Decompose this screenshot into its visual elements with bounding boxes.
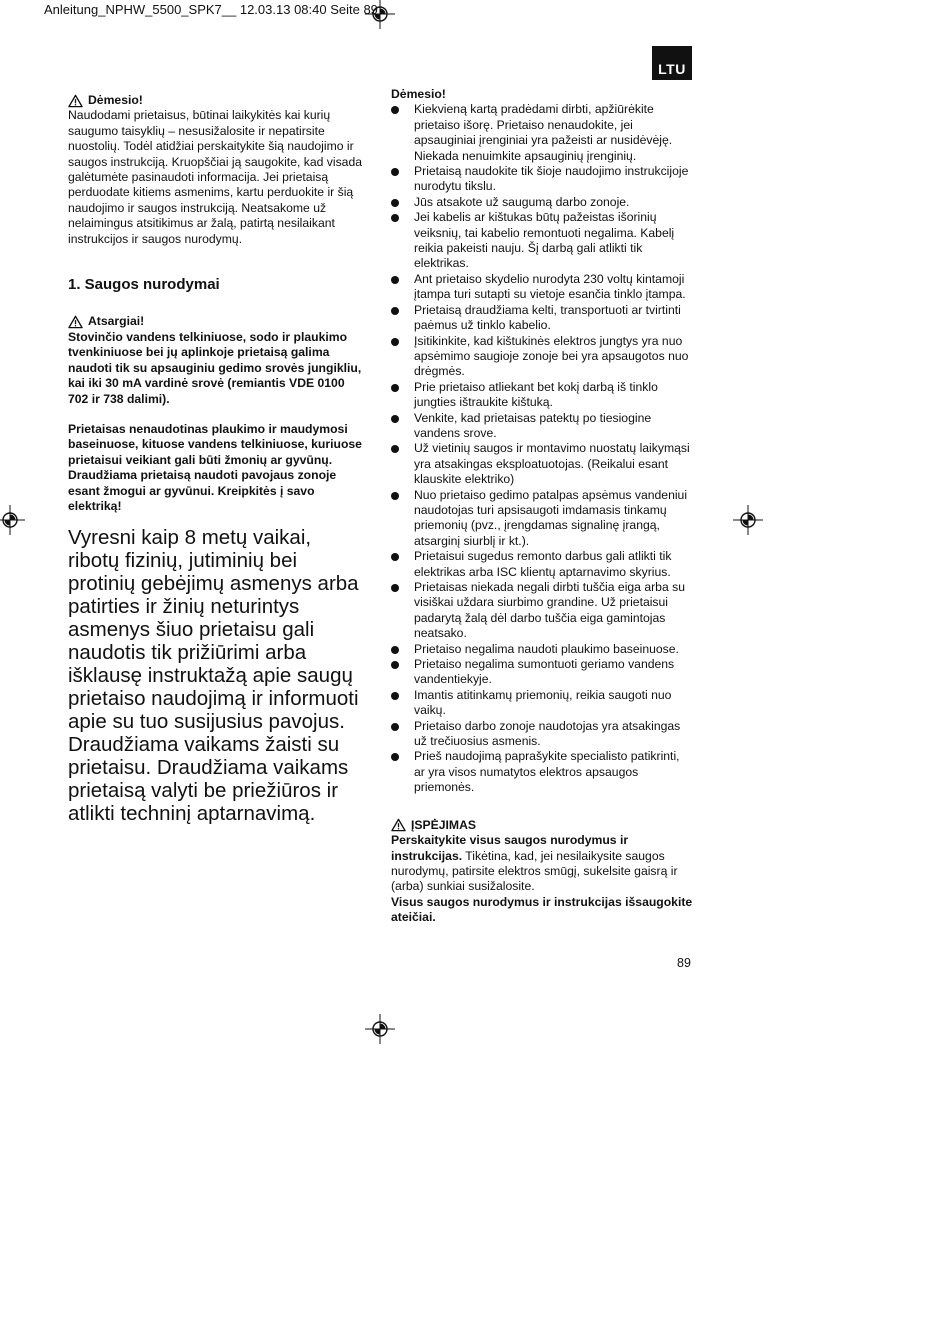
list-item: Prietaisą naudokite tik šioje naudojimo instrukcijoje nurodytu tikslu. — [391, 164, 693, 195]
print-header: Anleitung_NPHW_5500_SPK7__ 12.03.13 08:40 Seite 89 — [44, 2, 378, 17]
list-item: Prie prietaiso atliekant bet kokį darbą iš tinklo jungties ištraukite kištuką. — [391, 380, 693, 411]
warning-keep-instructions: Visus saugos nurodymus ir instrukcijas išsaugokite ateičiai. — [391, 894, 693, 925]
warning-triangle-icon — [68, 315, 83, 329]
section-heading: 1. Saugos nurodymai — [68, 276, 220, 294]
registration-mark-icon — [365, 0, 395, 29]
attention-text: Naudodami prietaisus, būtinai laikykitės kai kurių saugumo taisyklių – nesusižalosite ir nepatirsite nuostolių. Todėl atidžiai perskaitykite šią naudojimo ir saugos instrukciją. Kruopščiai ją saugokite, kad visada galėtumėte pasinaudoti informacija. Jei prietaisą perduodate kitiems asmenims, kartu perduokite ir šią naudojimo ir saugos instrukciją. Neatsakome už nelaimingus atsitikimus ar žalą, patirtą nesilaikant instrukcijos ir saugos nurodymų. — [68, 108, 363, 246]
caution-paragraph-1: Stovinčio vandens telkiniuose, sodo ir plaukimo tvenkiniuose bei jų aplinkoje prietaisą galima naudoti tik su apsauginiu gedimo srovės jungikliu, kai iki 30 mA vardinė srovė (remiantis VDE 0100 702 ir 738 dalimi). — [68, 329, 362, 406]
list-item: Prietaisui sugedus remonto darbus gali atlikti tik elektrikas arba ISC klientų aptarnavimo skyrius. — [391, 549, 693, 580]
list-item: Prietaisą draudžiama kelti, transportuoti ar tvirtinti paėmus už tinklo kabelio. — [391, 303, 693, 334]
warning-triangle-icon — [391, 818, 406, 832]
list-item: Venkite, kad prietaisas patektų po tiesiogine vandens srove. — [391, 411, 693, 442]
list-item: Kiekvieną kartą pradėdami dirbti, apžiūrėkite prietaiso išorę. Prietaiso nenaudokite, jei apsauginiai įrenginiai yra pažeisti ar nusidėvėję. Niekada nenuimkite apsauginių įrenginių. — [391, 102, 693, 164]
list-item: Prieš naudojimą paprašykite specialisto patikrinti, ar yra visos numatytos elektros apsaugos priemonės. — [391, 749, 693, 795]
attention-title: Dėmesio! — [88, 93, 143, 107]
warning-title: ĮSPĖJIMAS — [411, 817, 477, 832]
page-number: 89 — [677, 956, 691, 970]
children-notice: Vyresni kaip 8 metų vaikai, ribotų fizinių, jutiminių bei protinių gebėjimų asmenys arba patirties ir žinių neturintys asmenys šiuo prietaisu gali naudotis tik prižiūrimi arba išklausę instruktažą apie saugų prietaiso naudojimą ir informuoti apie su tuo susijusius pavojus. Draudžiama vaikams žaisti su prietaisu. Draudžiama vaikams prietaisą valyti be priežiūros ir atlikti techninį aptarnavimą. — [68, 526, 359, 826]
warning-paragraph — [391, 833, 693, 895]
list-item: Prietaiso darbo zonoje naudotojas yra atsakingas už trečiuosius asmenis. — [391, 719, 693, 750]
list-item: Prietaiso negalima naudoti plaukimo baseinuose. — [391, 642, 693, 657]
list-item: Jei kabelis ar kištukas būtų pažeistas išorinių veiksnių, tai kabelio remontuoti negalima. Kabelį reikia pakeisti nauju. Šį darbą gali atlikti tik elektrikas. — [391, 210, 693, 272]
registration-mark-icon — [733, 505, 763, 535]
list-item: Prietaisas niekada negali dirbti tuščia eiga arba su visiškai uždara siurbimo grandine. Už prietaisui padarytą žalą dėl darbo tuščia eiga gamintojas neatsako. — [391, 580, 693, 642]
list-item: Įsitikinkite, kad kištukinės elektros jungtys yra nuo apsėmimo saugioje zonoje bei yra apsaugotos nuo drėgmės. — [391, 334, 693, 380]
list-item: Imantis atitinkamų priemonių, reikia saugoti nuo vaikų. — [391, 688, 693, 719]
list-item: Jūs atsakote už saugumą darbo zonoje. — [391, 195, 693, 210]
caution-heading — [68, 314, 368, 329]
warning-body: Tikėtina, kad, jei nesilaikysite saugos nurodymų, patirsite elektros smūgį, sukelsite gaisrą ir (arba) sunkiai susižalosite. — [391, 848, 678, 894]
safety-bullet-list — [391, 102, 693, 795]
registration-mark-icon — [365, 1014, 395, 1044]
list-item: Nuo prietaiso gedimo patalpas apsėmus vandeniui naudotojas turi apsisaugoti imdamasis tinkamų priemonių (pvz., įrengdamas signalinę įrangą, atsarginį siurblį ir kt.). — [391, 488, 693, 550]
list-item: Ant prietaiso skydelio nurodyta 230 voltų kintamoji įtampa turi sutapti su vietoje esančia tinklo įtampa. — [391, 272, 693, 303]
list-item: Prietaiso negalima sumontuoti geriamo vandens vandentiekyje. — [391, 657, 693, 688]
right-column — [391, 87, 693, 926]
attention-heading — [68, 93, 368, 108]
attention-title-right: Dėmesio! — [391, 87, 446, 101]
left-column — [68, 93, 368, 825]
registration-mark-icon — [0, 505, 25, 535]
warning-lead: Perskaitykite visus saugos nurodymus ir instrukcijas. — [391, 833, 629, 863]
language-tab: LTU — [652, 46, 692, 80]
list-item: Už vietinių saugos ir montavimo nuostatų laikymąsi yra atsakingas eksploatuotojas. (Reikalui esant klauskite elektriko) — [391, 441, 693, 487]
caution-paragraph-2: Prietaisas nenaudotinas plaukimo ir maudymosi baseinuose, kituose vandens telkiniuose, kuriuose prietaisui veikiant gali būti žmonių ar gyvūnų. Draudžiama prietaisą naudoti pavojaus zonoje esant žmogui ar gyvūnui. Kreipkitės į savo elektriką! — [68, 421, 362, 513]
caution-title: Atsargiai! — [88, 314, 145, 329]
warning-heading — [391, 818, 693, 833]
warning-triangle-icon — [68, 94, 83, 108]
